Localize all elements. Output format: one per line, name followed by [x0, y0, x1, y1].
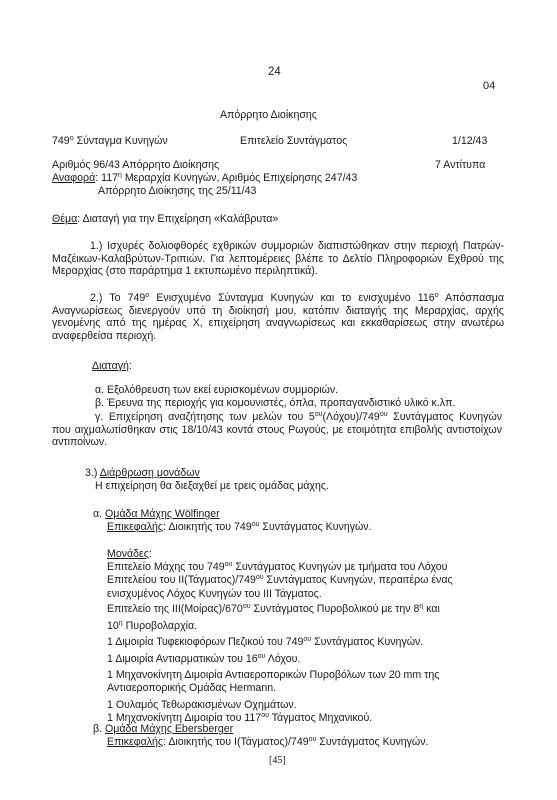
unit-line: ενισχυμένος Λόχος Κυνηγών του ΙΙΙ Τάγματος.: [107, 587, 322, 600]
group-b-title: β. Ομάδα Μάχης Ebersberger: [93, 723, 234, 735]
unit-line: Επιτελείου του $II(Tά\gamma\mu\alpha\tau o\varsigma)/749^{o\upsilon}$ Συντάγματος Κυνηγών, περαιτέρω ένας: [107, 574, 453, 587]
order-item-c: γ. Επιχείρηση αναζήτησης των μελών του $5^{o\upsilon}(\Lambda ό\chi o\upsilon)/749^{o\upsilon}$ Συντάγματος Κυνηγών που αιχμαλωτίσθηκαν στις 18/10/43 κοντά στους Ρωγούς, με ετοιμότητα επιβολής αντιστοίχων αντιποίνων.: [52, 411, 503, 449]
paragraph-1: 1.) Ισχυρές δολιοφθορές εχθρικών συμμοριών διαπιστώθηκαν στην περιοχή Πατρών-Μαζέικων-Καλαβρύτων-Τριπιών. Για λεπτομέρειες βλέπε το Δελτίο Πληροφοριών Εχθρού της Μεραρχίας (στο παράρτημα 1 εκτυπωμένο περιληπτικά).: [52, 240, 504, 278]
unit-line: Επιτελείο Μάχης του $749^{o\upsilon}$ Συντάγματος Κυνηγών με τμήματα του Λόχου: [107, 561, 448, 573]
footer-page-number: [45]: [269, 755, 286, 766]
unit-line: 1 Διμοιρία Τυφεκιοφόρων Πεζικού του $749^{o\upsilon}$ Συντάγματος Κυνηγών.: [107, 636, 424, 649]
staff: Επιτελείο Συντάγματος: [240, 135, 348, 147]
report-reference: Αναφορά: $117^\eta$ Μεραρχία Κυνηγών, Αριθμός Επιχείρησης 247/43: [52, 172, 358, 184]
regiment: $749^o$ Σύνταγμα Κυνηγών: [52, 135, 168, 147]
unit-line: 1 Μηχανοκίνητη Διμοιρία Αντιαεροπορικών Πυροβόλων των 20 mm της: [107, 669, 440, 682]
subject: Θέμα: Διαταγή για την Επιχείρηση «Καλάβρυτα»: [52, 213, 279, 225]
paragraph-2: 2.) Το $749^o$ Ενισχυμένο Σύνταγμα Κυνηγών και το ενισχυμένο $116^o$ Απόσπασμα Αναγνωρίσεως διενεργούν υπό τη διοίκησή μου, κατόπιν διαταγής της Μεραρχίας, αρχής γενομένης από της ημέρας Χ, επιχείρηση αναγνωρίσεως και εκκαθαρίσεως στην ανωτέρω αναφερθείσα περιοχή.: [52, 292, 504, 343]
order-item-b: β. Έρευνα της περιοχής για κομουνιστές, όπλα, προπαγανδιστικό υλικό κ.λπ.: [95, 397, 456, 409]
header-line: [52, 135, 504, 149]
unit-line: $10^\eta$ Πυροβολαρχία.: [107, 620, 198, 633]
unit-line: 1 Διμοιρία Αντιαρματικών του $16^{o\upsilon}$ Λόχου.: [107, 652, 301, 665]
classification-heading: Απόρρητο Διοίκησης: [220, 109, 317, 121]
order-item-a: α. Εξολόθρευση των εκεί ευρισκομένων συμμοριών.: [95, 384, 339, 396]
structure-intro: Η επιχείρηση θα διεξαχθεί με τρεις ομάδας μάχης.: [95, 480, 329, 492]
group-b-head: Επικεφαλής: Διοικητής του $I(Tά\gamma\mu\alpha\tau o\varsigma)/749^{o\upsilon}$ Συντάγματος Κυνηγών.: [107, 736, 429, 748]
group-a-units: [107, 561, 503, 725]
group-a-title: α. Ομάδα Μάχης Wölfinger: [93, 508, 220, 520]
report-reference-line2: Απόρρητο Διοίκησης της 25/11/43: [98, 185, 257, 197]
document-number: 04: [483, 80, 496, 92]
group-a-head: Επικεφαλής: Διοικητής του $749^{o\upsilon}$ Συντάγματος Κυνηγών.: [107, 521, 372, 533]
copies: 7 Αντίτυπα: [435, 159, 486, 171]
unit-line: Επιτελείο της $III(Moί\rho\alpha\varsigma)/670^{o\upsilon}$ Συντάγματος Πυροβολικού με την $8^\eta$ και: [107, 602, 440, 615]
group-a-units-label: Μονάδες:: [107, 548, 152, 560]
reference-number: Αριθμός 96/43 Απόρρητο Διοίκησης: [52, 159, 220, 171]
unit-line: 1 Μηχανοκίνητη Διμοιρία του $117^{o\upsilon}$ Τάγματος Μηχανικού.: [107, 711, 373, 724]
unit-line: Αντιαεροπορικής Ομάδας Hermann.: [107, 682, 277, 695]
structure-heading: 3.) Διάρθρωση μονάδων: [85, 467, 200, 479]
date: 1/12/43: [452, 135, 488, 147]
unit-line: 1 Ουλαμός Τεθωρακισμένων Οχημάτων.: [107, 698, 297, 711]
order-heading: Διαταγή:: [92, 360, 132, 372]
page-number: 24: [268, 66, 281, 78]
